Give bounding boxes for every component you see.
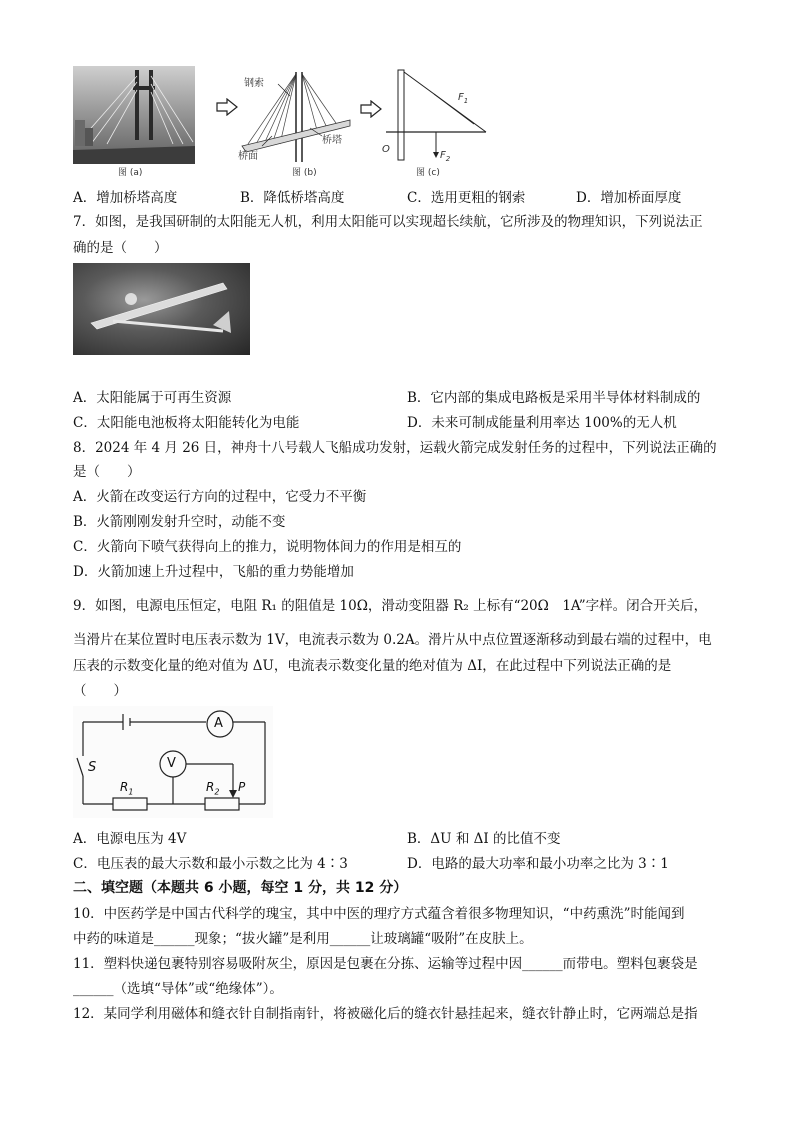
caption-c: 图 (c) <box>416 168 440 178</box>
q8-option-b: B．火箭刚刚发射升空时，动能不变 <box>73 514 286 530</box>
r2-label: $R_2$ <box>206 780 220 797</box>
q8-option-d: D．火箭加速上升过程中，飞船的重力势能增加 <box>73 564 354 580</box>
label-f1: $F_1$ <box>458 92 469 105</box>
q8-option-a: A．火箭在改变运行方向的过程中，它受力不平衡 <box>73 489 367 505</box>
q6-option-a: A．增加桥塔高度 <box>73 190 178 206</box>
caption-b: 图 (b) <box>292 168 317 178</box>
q7-option-a: A．太阳能属于可再生资源 <box>73 390 232 406</box>
q7-option-d: D．未来可制成能量利用率达 100%的无人机 <box>407 415 677 431</box>
q9-option-a: A．电源电压为 4V <box>73 831 187 847</box>
q9-stem-line3: 压表的示数变化量的绝对值为 ΔU，电流表示数变化量的绝对值为 ΔI，在此过程中下列说法正确的是 <box>73 658 672 674</box>
q7-stem-line2: 确的是（ ） <box>73 240 168 256</box>
bridge-photo <box>73 66 195 164</box>
q11-line2: ______（选填“导体”或“绝缘体”）。 <box>73 981 283 997</box>
q8-stem-line2: 是（ ） <box>73 464 141 480</box>
section-title: 二、填空题（本题共 6 小题，每空 1 分，共 12 分） <box>73 880 408 896</box>
caption-a: 图 (a) <box>118 168 143 178</box>
q7-option-b: B．它内部的集成电路板是采用半导体材料制成的 <box>407 390 701 406</box>
q9-option-c: C．电压表的最大示数和最小示数之比为 4∶3 <box>73 856 348 872</box>
arrow-icon <box>216 98 238 120</box>
q6-option-d: D．增加桥面厚度 <box>576 190 682 206</box>
label-tower: 桥塔 <box>322 135 342 146</box>
q10-line1: 10．中医药学是中国古代科学的瑰宝，其中中医的理疗方式蕴含着很多物理知识，“中药熏洗”时能闻到 <box>73 906 685 922</box>
q10-line2: 中药的味道是______现象；“拔火罐”是利用______让玻璃罐“吸附”在皮肤上。 <box>73 931 533 947</box>
q9-option-b: B．ΔU 和 ΔI 的比值不变 <box>407 831 561 847</box>
solar-drone-photo <box>73 263 250 355</box>
q9-stem-line4: （ ） <box>73 683 127 699</box>
switch-label: S <box>88 760 97 775</box>
q12-line1: 12．某同学利用磁体和缝衣针自制指南针，将被磁化后的缝衣针悬挂起来，缝衣针静止时，它两端总是指 <box>73 1006 698 1022</box>
q6-option-b: B．降低桥塔高度 <box>240 190 345 206</box>
label-cable: 钢索 <box>244 78 264 89</box>
label-f2: $F_2$ <box>440 150 451 163</box>
bridge-photo-drawing <box>73 66 195 164</box>
label-deck: 桥面 <box>238 151 258 162</box>
q7-option-c: C．太阳能电池板将太阳能转化为电能 <box>73 415 300 431</box>
lever-diagram <box>382 64 488 168</box>
slider-label: P <box>238 780 246 794</box>
q11-line1: 11．塑料快递包裹特别容易吸附灰尘，原因是包裹在分拣、运输等过程中因______而带电。塑料包裹袋是 <box>73 956 698 972</box>
r1-label: $R_1$ <box>120 780 134 797</box>
voltmeter-label: V <box>167 756 176 771</box>
q9-stem-line2: 当滑片在某位置时电压表示数为 1V，电流表示数为 0.2A。滑片从中点位置逐渐移动到最右端的过程中，电 <box>73 632 712 648</box>
q6-option-c: C．选用更粗的钢索 <box>407 190 526 206</box>
arrow-icon <box>360 100 382 122</box>
label-o: O <box>382 144 390 155</box>
q8-option-c: C．火箭向下喷气获得向上的推力，说明物体间力的作用是相互的 <box>73 539 462 555</box>
ammeter-label: A <box>214 716 223 731</box>
q7-stem-line1: 7．如图，是我国研制的太阳能无人机，利用太阳能可以实现超长续航，它所涉及的物理知识，下列说法正 <box>73 214 703 230</box>
q9-stem-line1: 9．如图，电源电压恒定，电阻 R₁ 的阻值是 10Ω，滑动变阻器 R₂ 上标有“20Ω 1A”字样。闭合开关后， <box>73 598 708 614</box>
q8-stem-line1: 8．2024 年 4 月 26 日，神舟十八号载人飞船成功发射，运载火箭完成发射任务的过程中，下列说法正确的 <box>73 440 717 456</box>
q9-option-d: D．电路的最大功率和最小功率之比为 3∶1 <box>407 856 669 872</box>
